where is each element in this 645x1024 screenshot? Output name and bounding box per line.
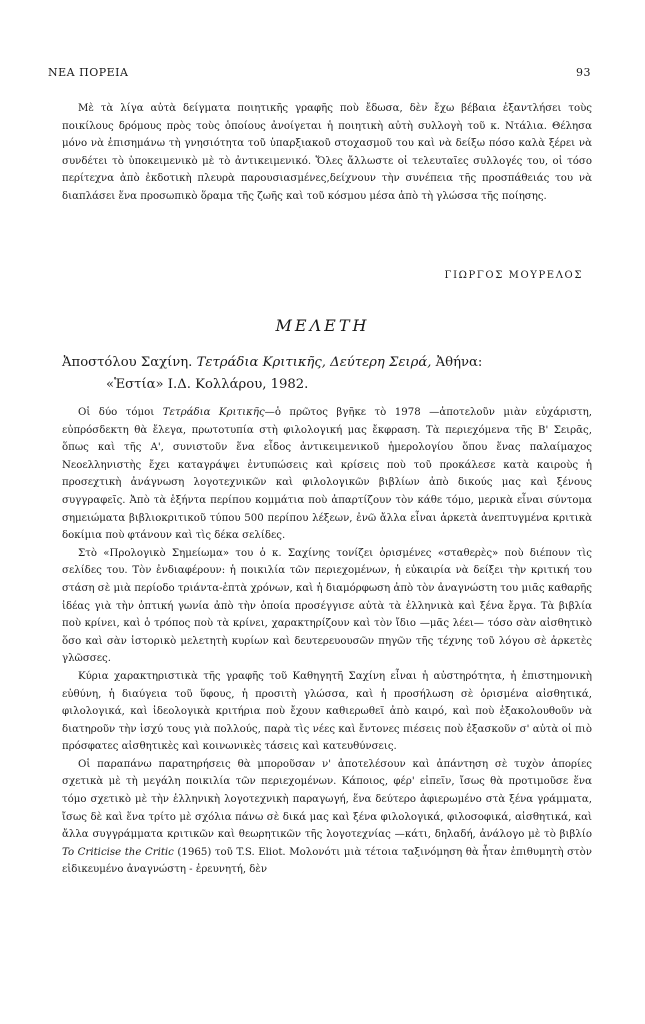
citation-publisher: «Ἑστία» Ι.Δ. Κολλάρου, 1982.: [106, 377, 309, 392]
citation-title: Τετράδια Κριτικῆς, Δεύτερη Σειρά,: [196, 355, 432, 370]
review-p4-pre: Οἱ παραπάνω παρατηρήσεις θὰ μποροῦσαν ν' ἀποτελέσουν καὶ ἀπάντηση σὲ τυχὸν ἀπορίες σχετικὰ μὲ τὴ μεγάλη ποικιλία τῶν περιεχομένων. Κάποιος, φέρ' εἰπεῖν, ἴσως θὰ προτιμοῦσε ἕνα τόμο σχετικὸ μὲ τὴν ἑλληνικὴ λογοτεχνικὴ παραγωγή, ἕνα δεύτερο ἀφιερωμένο στὰ ξένα γράμματα, ἴσως δὲ καὶ ἕνα τρίτο μὲ σχόλια πάνω σὲ δικά μας καὶ ξένα φιλολογικά, φιλοσοφικά, αἰσθητικά, καὶ ἄλλα συγγράμματα κριτικῶν καὶ θεωρητικῶν τῆς λογοτεχνίας —κάτι, δηλαδή, ἀνάλογο μὲ τὸ βιβλίο: [62, 758, 592, 841]
section-title: ΜΕΛΕΤΗ: [275, 316, 370, 335]
intro-section: [62, 100, 592, 206]
intro-paragraph: Μὲ τὰ λίγα αὐτὰ δείγματα ποιητικῆς γραφῆς ποὺ ἔδωσα, δὲν ἔχω βέβαια ἐξαντλήσει τοὺς ποικίλους δρόμους πρὸς τοὺς ὁποίους ἀνοίγεται ἡ ποιητικὴ αὐτὴ συλλογὴ τοῦ κ. Ντάλια. Θέλησα μόνο νὰ ἐπισημάνω τὴ γνησιότητα τοῦ ὑπαρξιακοῦ στοχασμοῦ του καὶ νὰ δείξω πόσο καλὰ ξέρει νὰ συνδέτει τὸ ὑποκειμενικὸ μὲ τὸ ἀντικειμενικό. Ὅλες ἄλλωστε οἱ τελευταῖες συλλογές του, οἱ τόσο περίτεχνα ἀπὸ ἐκδοτικὴ πλευρὰ παρουσιασμένες,δείχνουν τὴν συνέπεια τῆς προσπάθειάς του νὰ διαπλάσει ἕνα προσωπικὸ ὅραμα τῆς ζωῆς καὶ τοῦ κόσμου μέσα ἀπὸ τὴ γλώσσα τῆς ποίησης.: [62, 103, 592, 202]
journal-title: ΝΕΑ ΠΟΡΕΙΑ: [48, 66, 129, 79]
review-p1-post: —ὁ πρῶτος βγῆκε τὸ 1978 —ἀποτελοῦν μιὰν εὐχάριστη, εὐπρόσδεκτη θὰ ἔλεγα, πρωτοτυπία στὴ φιλολογική μας ἔκφραση. Τὰ περιεχόμενα τῆς Β' Σειρᾶς, ὅπως καὶ τῆς Α', συνιστοῦν ἕνα εἶδος ἀντικειμενικοῦ ἡμερολογίου ὅπου ἕνας παλαίμαχος Νεοελληνιστὴς ἔχει καταγράψει ἐντυπώσεις καὶ κρίσεις ποὺ τοῦ προκάλεσε κατὰ καιροὺς ἡ προσεχτικὴ ἀνάγνωση λογοτεχνικῶν καὶ φιλολογικῶν βιβλίων ἀπὸ δικούς μας καὶ ξένους συγγραφεῖς. Ἀπὸ τὰ ἑξήντα περίπου κομμάτια ποὺ ἀπαρτίζουν τὸν κάθε τόμο, μερικὰ εἶναι σύντομα σημειώματα βιβλιοκριτικοῦ τύπου 500 περίπου λέξεων, ἐνῶ ἄλλα εἶναι ἀρκετὰ ἀνεπτυγμένα κριτικὰ δοκίμια ποὺ φτάνουν καὶ τὶς δέκα σελίδες.: [62, 407, 592, 542]
review-paragraph-2: Στὸ «Προλογικὸ Σημείωμα» του ὁ κ. Σαχίνης τονίζει ὁρισμένες «σταθερὲς» ποὺ διέπουν τὶς σελίδες του. Τὸν ἐνδιαφέρουν: ἡ ποικιλία τῶν περιεχομένων, ἡ εὐκαιρία νὰ δείξει τὴν κριτική του στάση σὲ μιὰ περίοδο τριάντα-ἑπτὰ χρόνων, καὶ ἡ διαμόρφωση ἀπὸ τὸν ἀναγνώστη του μιᾶς καθαρῆς ἰδέας γιὰ τὴν ὀπτική γωνία ἀπὸ τὴν ὁποία προσέγγισε αὐτὰ τὰ ἑλληνικὰ καὶ ξένα ἔργα. Τὰ βιβλία ποὺ κρίνει, καὶ ὁ τρόπος ποὺ τὰ κρίνει, χαρακτηρίζουν καὶ τὸν ἴδιο —μᾶς λέει— τόσο σὰν αἰσθητικὸ ὅσο καὶ σὰν ἱστορικὸ μελετητὴ κυρίων καὶ δευτερευουσῶν πηγῶν τῆς τέχνης τοῦ λόγου σὲ ἀρκετὲς γλῶσσες.: [62, 547, 592, 665]
review-p4-title: To Criticise the Critic: [62, 846, 174, 858]
running-header: [48, 66, 591, 82]
review-paragraph-3: Κύρια χαρακτηριστικὰ τῆς γραφῆς τοῦ Καθηγητῆ Σαχίνη εἶναι ἡ αὐστηρότητα, ἡ ἐπιστημονικὴ εὐθύνη, ἡ διαύγεια τοῦ ὕφους, ἡ προσιτὴ γλώσσα, καὶ ἡ προσήλωση σὲ ὁρισμένα αἰσθητικά, φιλολογικά, καὶ ἰδεολογικὰ κριτήρια ποὺ ἔχουν καθιερωθεῖ ἀπὸ καιρό, καὶ ποὺ ἐξακολουθοῦν νὰ διατηροῦν τὴν ἰσχύ τους γιὰ πολλούς, παρὰ τὶς νέες καὶ ἔντονες πιέσεις ποὺ ἐξασκοῦν σ' αὐτὰ οἱ πιὸ πρόσφατες αἰσθητικὲς καὶ κοινωνικὲς τάσεις καὶ κατευθύνσεις.: [62, 670, 592, 753]
author-signature: ΓΙΩΡΓΟΣ ΜΟΥΡΕΛΟΣ: [444, 270, 583, 281]
review-section: [62, 404, 592, 879]
book-citation: [62, 352, 592, 396]
review-p4-post: (1965) τοῦ T.S. Eliot. Μολονότι μιὰ τέτοια ταξινόμηση θὰ ἦταν ἐπιθυμητὴ στὸν εἰδικευμένο ἀναγνώστη - ἐρευνητή, δὲν: [62, 846, 592, 876]
citation-author: Ἀποστόλου Σαχίνη.: [62, 355, 193, 370]
review-p1-title: Τετράδια Κριτικῆς: [162, 407, 265, 418]
review-paragraph-1: [62, 404, 592, 545]
citation-place: Ἀθήνα:: [435, 355, 483, 370]
page-number: 93: [576, 66, 591, 79]
review-paragraph-4: [62, 756, 592, 879]
review-p1-pre: Οἱ δύο τόμοι: [78, 407, 163, 418]
